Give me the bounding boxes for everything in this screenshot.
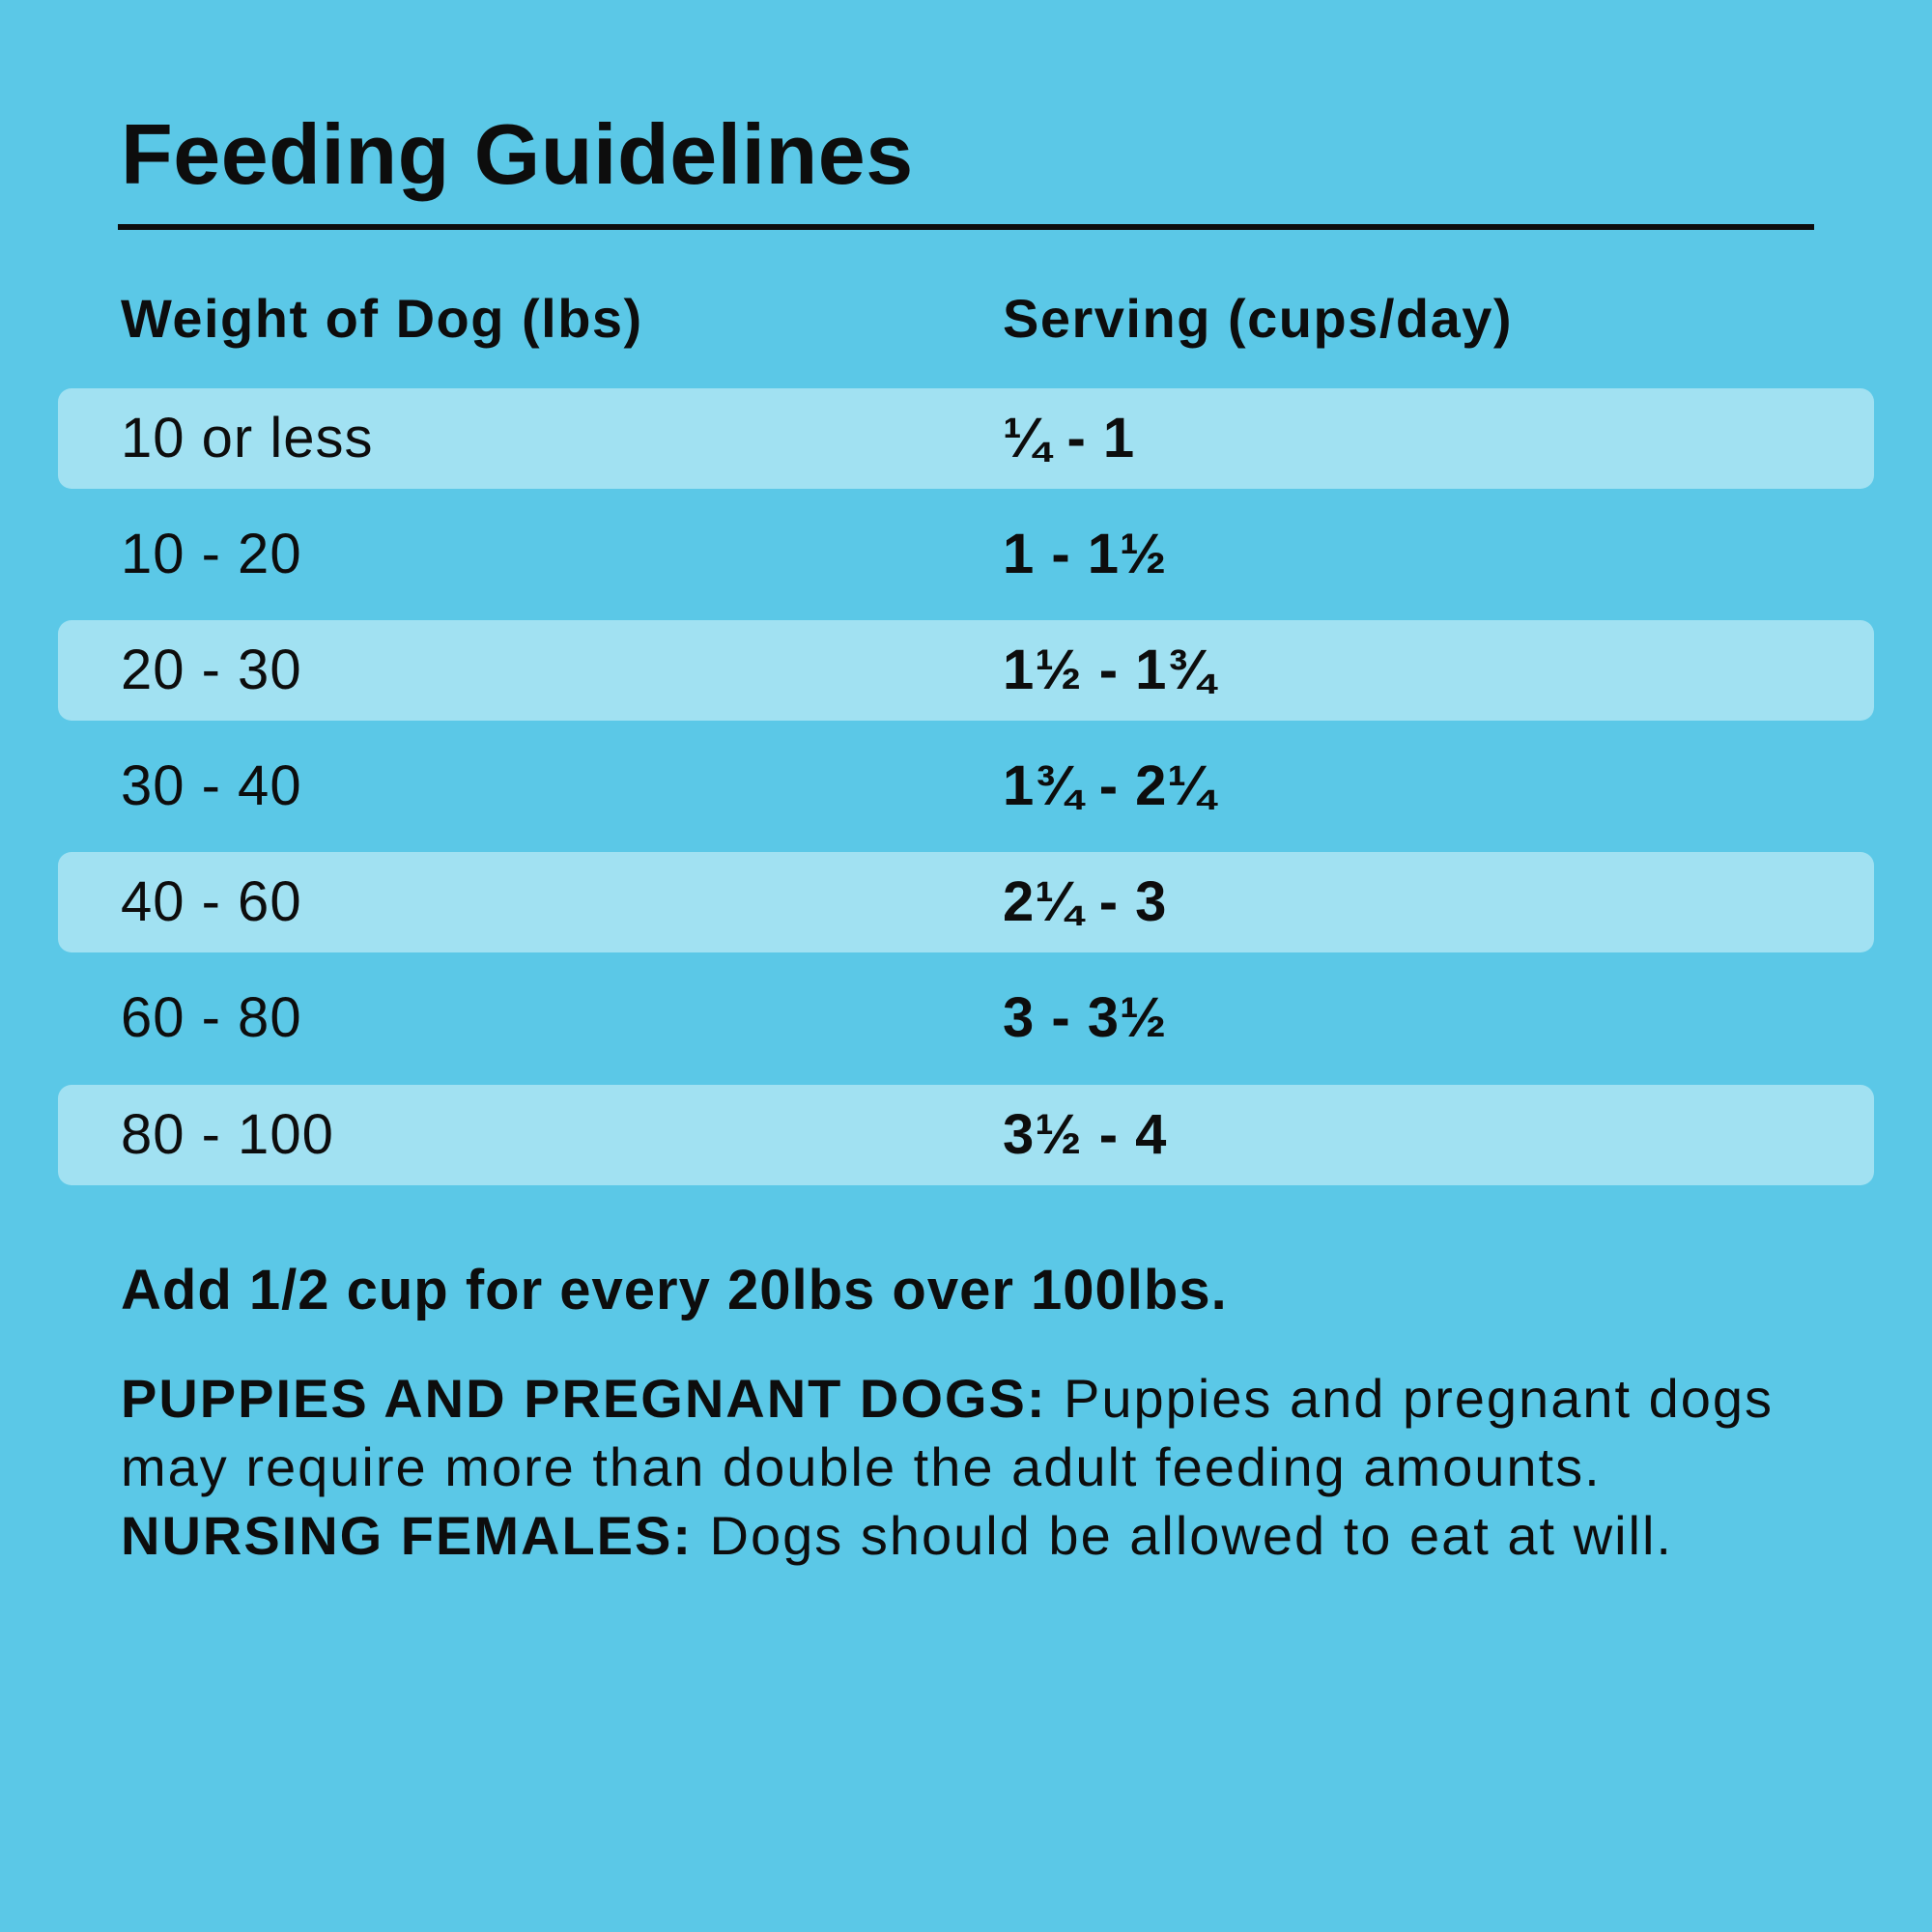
table-row (58, 736, 1874, 837)
serving-cell: 1 - 1½ (1003, 523, 1168, 585)
puppies-text: Puppies and pregnant dogs may require more than double the adult feeding amounts. (121, 1368, 1775, 1497)
weight-cell: 30 - 40 (121, 754, 302, 817)
nursing-text: Dogs should be allowed to eat at will. (693, 1505, 1673, 1566)
serving-cell: 3 - 3½ (1003, 986, 1168, 1049)
weight-cell: 60 - 80 (121, 986, 302, 1049)
column-header-serving: Serving (cups/day) (1003, 288, 1514, 349)
page-title: Feeding Guidelines (121, 106, 914, 202)
table-row (58, 968, 1874, 1068)
weight-cell: 80 - 100 (121, 1103, 334, 1166)
table-row (58, 504, 1874, 605)
puppies-label: PUPPIES AND PREGNANT DOGS: (121, 1368, 1047, 1429)
overweight-note: Add 1/2 cup for every 20lbs over 100lbs. (121, 1259, 1228, 1321)
table-row (58, 388, 1874, 489)
column-header-weight: Weight of Dog (lbs) (121, 288, 643, 349)
weight-cell: 40 - 60 (121, 870, 302, 933)
table-row (58, 1085, 1874, 1185)
serving-cell: 3½ - 4 (1003, 1103, 1168, 1166)
serving-cell: 1¾ - 2¼ (1003, 754, 1215, 817)
serving-cell: ¼ - 1 (1003, 407, 1136, 469)
serving-cell: 1½ - 1¾ (1003, 639, 1215, 701)
weight-cell: 10 or less (121, 407, 374, 469)
nursing-label: NURSING FEMALES: (121, 1505, 693, 1566)
serving-cell: 2¼ - 3 (1003, 870, 1168, 933)
weight-cell: 20 - 30 (121, 639, 302, 701)
special-feeding-note (121, 1364, 1821, 1570)
weight-cell: 10 - 20 (121, 523, 302, 585)
table-row (58, 852, 1874, 952)
table-row (58, 620, 1874, 721)
title-divider (118, 224, 1814, 230)
